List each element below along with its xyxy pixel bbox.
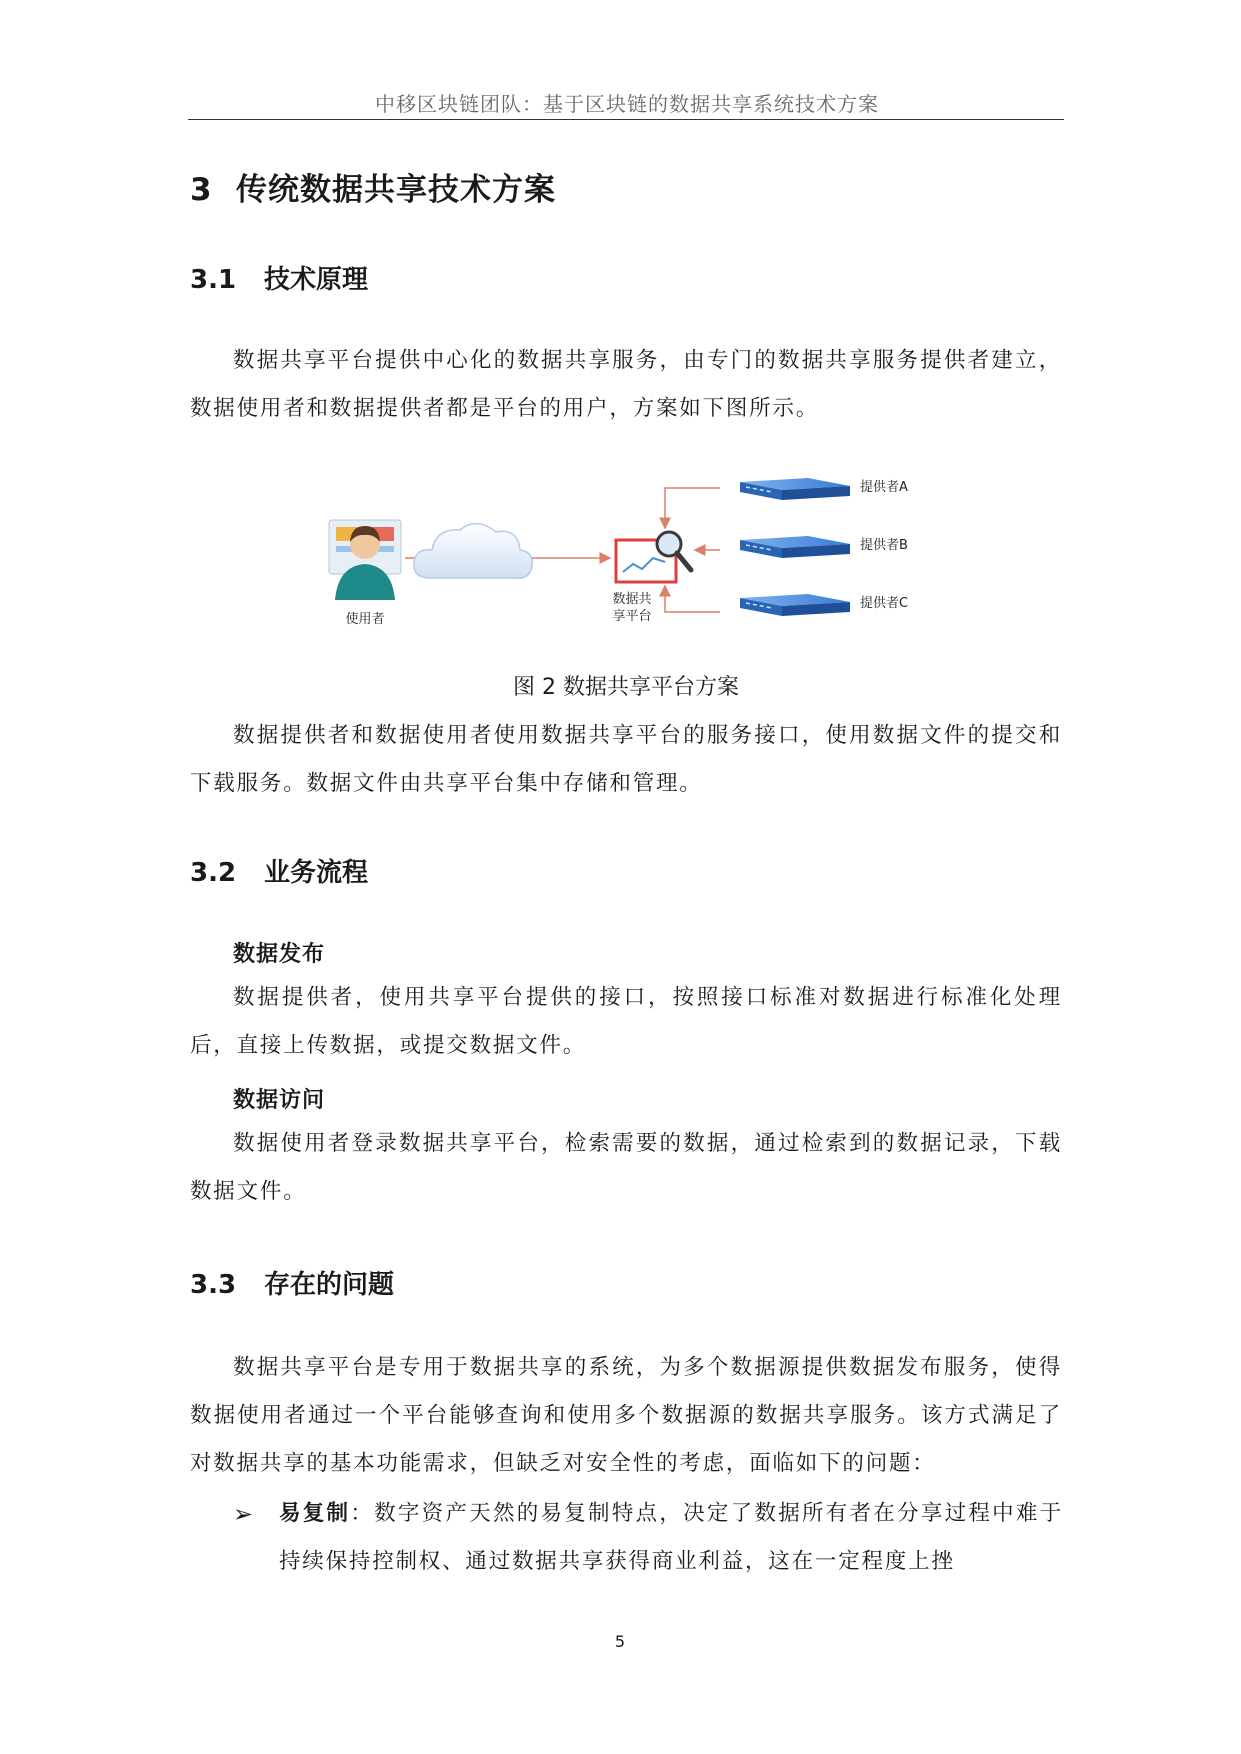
server-icon-a bbox=[740, 478, 850, 500]
platform-diagram bbox=[320, 470, 940, 640]
provider-c-label: 提供者C bbox=[860, 596, 909, 611]
subheading-data-publish: 数据发布 bbox=[233, 942, 326, 967]
chapter-number: 3 bbox=[190, 172, 213, 208]
page-number: 5 bbox=[614, 1632, 626, 1651]
arrow-provider-a bbox=[665, 488, 720, 528]
platform-label-line1: 数据共 bbox=[612, 592, 652, 607]
provider-b-label: 提供者B bbox=[860, 538, 908, 553]
paragraph-platform-interface: 数据提供者和数据使用者使用数据共享平台的服务接口，使用数据文件的提交和下载服务。数据文件由共享平台集中存储和管理。 bbox=[190, 723, 1062, 796]
section-heading-3-3 bbox=[190, 1264, 394, 1301]
section-title: 存在的问题 bbox=[264, 1270, 395, 1300]
section-title: 技术原理 bbox=[264, 265, 369, 295]
running-header: 中移区块链团队：基于区块链的数据共享系统技术方案 bbox=[375, 92, 879, 116]
cloud-icon bbox=[414, 523, 532, 578]
subheading-data-access: 数据访问 bbox=[233, 1088, 326, 1113]
bullet-body bbox=[279, 1490, 1063, 1586]
section-title: 业务流程 bbox=[264, 858, 369, 888]
paragraph-principle: 数据共享平台提供中心化的数据共享服务，由专门的数据共享服务提供者建立，数据使用者和数据提供者都是平台的用户，方案如下图所示。 bbox=[190, 348, 1062, 421]
provider-a-label: 提供者A bbox=[860, 480, 908, 495]
user-icon bbox=[329, 520, 401, 600]
platform-icon bbox=[616, 532, 691, 582]
section-heading-3-1 bbox=[190, 259, 368, 296]
paragraph-data-access: 数据使用者登录数据共享平台，检索需要的数据，通过检索到的数据记录，下载数据文件。 bbox=[190, 1131, 1062, 1204]
server-icon-c bbox=[740, 594, 850, 616]
bullet-term: 易复制 bbox=[279, 1501, 351, 1526]
platform-label-line2: 享平台 bbox=[612, 609, 652, 624]
section-number: 3.2 bbox=[190, 858, 237, 888]
bullet-text: 数字资产天然的易复制特点，决定了数据所有者在分享过程中难于持续保持控制权、通过数据共享获得商业利益，这在一定程度上挫 bbox=[279, 1501, 1064, 1574]
paragraph-data-publish: 数据提供者，使用共享平台提供的接口，按照接口标准对数据进行标准化处理后，直接上传数据，或提交数据文件。 bbox=[190, 985, 1062, 1058]
figure-caption: 图 2 数据共享平台方案 bbox=[513, 675, 739, 700]
section-number: 3.3 bbox=[190, 1270, 237, 1300]
section-heading-3-2 bbox=[190, 852, 368, 889]
section-number: 3.1 bbox=[190, 265, 237, 295]
arrow-provider-c bbox=[665, 586, 720, 612]
server-icon-b bbox=[740, 536, 850, 558]
paragraph-problems: 数据共享平台是专用于数据共享的系统，为多个数据源提供数据发布服务，使得数据使用者通过一个平台能够查询和使用多个数据源的数据共享服务。该方式满足了对数据共享的基本功能需求，但缺乏对安全性的考虑，面临如下的问题： bbox=[190, 1355, 1062, 1476]
chapter-title: 传统数据共享技术方案 bbox=[236, 172, 556, 208]
chapter-heading bbox=[190, 164, 556, 209]
bullet-separator: ： bbox=[350, 1501, 375, 1526]
bullet-arrow-icon: ➢ bbox=[233, 1500, 254, 1528]
header-divider bbox=[188, 119, 1064, 120]
user-label: 使用者 bbox=[345, 612, 385, 627]
